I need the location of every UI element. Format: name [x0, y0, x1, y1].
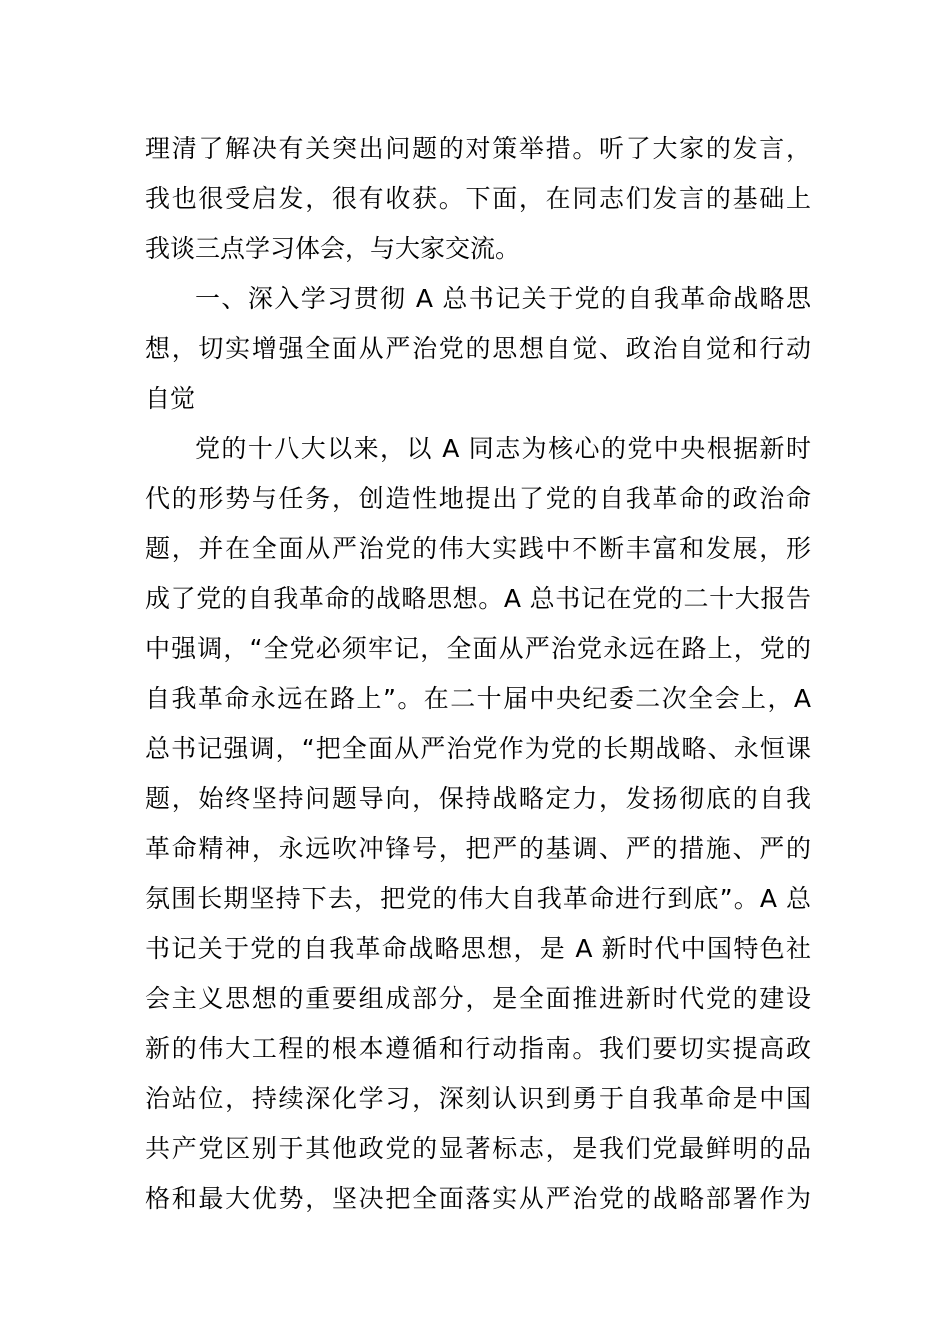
paragraph-line: 治站位，持续深化学习，深刻认识到勇于自我革命是中国 [145, 1084, 811, 1113]
section-heading-line: 想，切实增强全面从严治党的思想自觉、政治自觉和行动 [145, 334, 811, 363]
paragraph-line: 理清了解决有关突出问题的对策举措。听了大家的发言， [145, 134, 811, 163]
paragraph-line: 共产党区别于其他政党的显著标志，是我们党最鲜明的品 [145, 1134, 811, 1163]
paragraph-line: 代的形势与任务，创造性地提出了党的自我革命的政治命 [145, 484, 811, 513]
paragraph-line: 新的伟大工程的根本遵循和行动指南。我们要切实提高政 [145, 1034, 811, 1063]
paragraph-line: 党的十八大以来，以 A 同志为核心的党中央根据新时 [195, 434, 811, 463]
body-text [145, 124, 811, 1224]
paragraph-line: 会主义思想的重要组成部分，是全面推进新时代党的建设 [145, 984, 811, 1013]
paragraph-line: 我也很受启发，很有收获。下面，在同志们发言的基础上 [145, 184, 811, 213]
paragraph-line: 格和最大优势，坚决把全面落实从严治党的战略部署作为 [145, 1184, 811, 1213]
section-heading-line: 一、深入学习贯彻 A 总书记关于党的自我革命战略思 [195, 284, 811, 313]
paragraph-line: 自我革命永远在路上”。在二十届中央纪委二次全会上，A [145, 684, 811, 713]
paragraph-line: 书记关于党的自我革命战略思想，是 A 新时代中国特色社 [145, 934, 811, 963]
section-heading-line: 自觉 [145, 384, 196, 413]
paragraph-line: 题，并在全面从严治党的伟大实践中不断丰富和发展，形 [145, 534, 811, 563]
paragraph-line: 题，始终坚持问题导向，保持战略定力，发扬彻底的自我 [145, 784, 811, 813]
paragraph-line: 中强调，“全党必须牢记，全面从严治党永远在路上，党的 [145, 634, 811, 663]
paragraph-line: 总书记强调，“把全面从严治党作为党的长期战略、永恒课 [145, 734, 811, 763]
paragraph-line: 革命精神，永远吹冲锋号，把严的基调、严的措施、严的 [145, 834, 811, 863]
paragraph-line: 我谈三点学习体会，与大家交流。 [145, 234, 521, 263]
paragraph-line: 成了党的自我革命的战略思想。A 总书记在党的二十大报告 [145, 584, 811, 613]
paragraph-line: 氛围长期坚持下去，把党的伟大自我革命进行到底”。A 总 [145, 884, 811, 913]
